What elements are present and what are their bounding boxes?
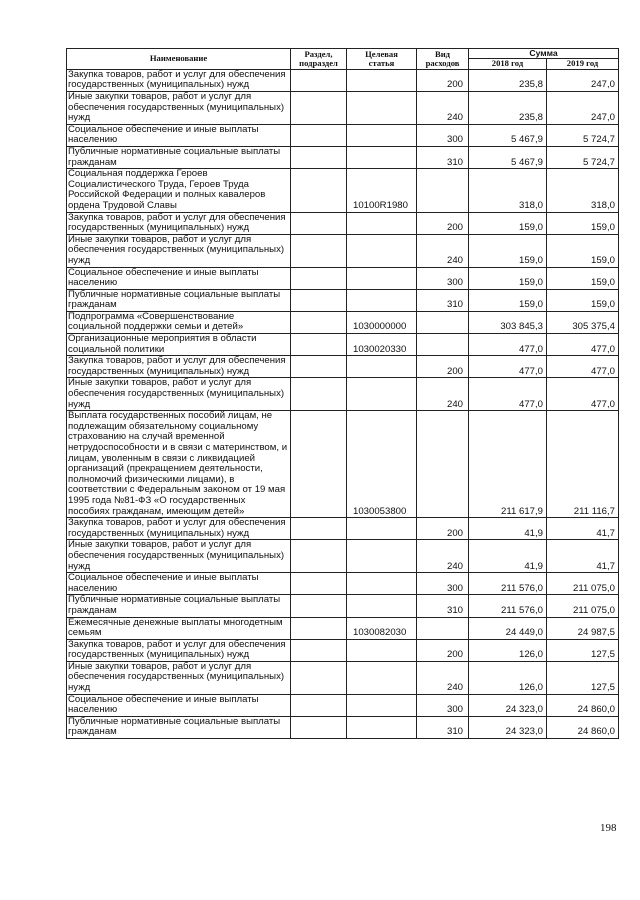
row-name: Социальное обеспечение и иные выплаты населению (67, 694, 291, 716)
row-kind: 200 (417, 518, 469, 540)
table-row (67, 212, 619, 234)
row-article (347, 289, 417, 311)
row-sum-2018: 211 617,9 (469, 411, 547, 518)
header-section: Раздел, подраздел (291, 49, 347, 70)
row-kind: 240 (417, 540, 469, 573)
table-row (67, 661, 619, 694)
row-sum-2018: 5 467,9 (469, 124, 547, 146)
row-article (347, 92, 417, 125)
row-name: Закупка товаров, работ и услуг для обеспечения государственных (муниципальных) нужд (67, 639, 291, 661)
table-row (67, 595, 619, 617)
row-sum-2018: 211 576,0 (469, 573, 547, 595)
row-section (291, 69, 347, 91)
row-sum-2018: 126,0 (469, 639, 547, 661)
table-row (67, 617, 619, 639)
row-section (291, 124, 347, 146)
row-sum-2018: 126,0 (469, 661, 547, 694)
row-section (291, 234, 347, 267)
table-row (67, 267, 619, 289)
row-article (347, 518, 417, 540)
table-row (67, 311, 619, 333)
row-article (347, 124, 417, 146)
row-name: Социальное обеспечение и иные выплаты населению (67, 267, 291, 289)
table-body (67, 69, 619, 738)
table-row (67, 289, 619, 311)
row-name: Иные закупки товаров, работ и услуг для обеспечения государственных (муниципальных) нужд (67, 661, 291, 694)
row-section (291, 661, 347, 694)
row-sum-2018: 211 576,0 (469, 595, 547, 617)
row-name: Иные закупки товаров, работ и услуг для обеспечения государственных (муниципальных) нужд (67, 540, 291, 573)
row-section (291, 716, 347, 738)
row-article (347, 378, 417, 411)
row-sum-2018: 159,0 (469, 234, 547, 267)
row-kind: 300 (417, 124, 469, 146)
row-section (291, 411, 347, 518)
table-row (67, 169, 619, 212)
row-kind (417, 311, 469, 333)
row-article: 1030053800 (347, 411, 417, 518)
table-row (67, 334, 619, 356)
row-kind: 310 (417, 595, 469, 617)
row-sum-2019: 247,0 (547, 92, 619, 125)
row-kind (417, 411, 469, 518)
table-row (67, 234, 619, 267)
row-name: Публичные нормативные социальные выплаты гражданам (67, 595, 291, 617)
row-section (291, 639, 347, 661)
row-sum-2019: 159,0 (547, 234, 619, 267)
row-article (347, 234, 417, 267)
row-article (347, 661, 417, 694)
header-kind: Вид расходов (417, 49, 469, 70)
row-kind: 240 (417, 378, 469, 411)
row-article (347, 267, 417, 289)
table-row (67, 518, 619, 540)
row-section (291, 356, 347, 378)
row-sum-2018: 24 449,0 (469, 617, 547, 639)
row-kind: 240 (417, 92, 469, 125)
row-kind: 200 (417, 639, 469, 661)
row-kind: 200 (417, 356, 469, 378)
row-sum-2019: 5 724,7 (547, 124, 619, 146)
row-sum-2019: 127,5 (547, 661, 619, 694)
row-section (291, 289, 347, 311)
row-sum-2019: 477,0 (547, 378, 619, 411)
row-article: 1030000000 (347, 311, 417, 333)
row-name: Социальная поддержка Героев Социалистического Труда, Героев Труда Российской Федерации и полных кавалеров ордена Трудовой Славы (67, 169, 291, 212)
row-article (347, 595, 417, 617)
row-sum-2018: 477,0 (469, 356, 547, 378)
row-section (291, 573, 347, 595)
table-row (67, 540, 619, 573)
row-sum-2019: 24 860,0 (547, 716, 619, 738)
row-kind: 310 (417, 289, 469, 311)
header-name: Наименование (67, 49, 291, 70)
row-kind: 310 (417, 716, 469, 738)
row-section (291, 212, 347, 234)
row-article (347, 212, 417, 234)
row-sum-2018: 303 845,3 (469, 311, 547, 333)
row-article (347, 146, 417, 168)
row-name: Закупка товаров, работ и услуг для обеспечения государственных (муниципальных) нужд (67, 212, 291, 234)
row-sum-2019: 211 116,7 (547, 411, 619, 518)
row-sum-2019: 477,0 (547, 356, 619, 378)
row-sum-2019: 41,7 (547, 540, 619, 573)
row-sum-2019: 41,7 (547, 518, 619, 540)
row-kind: 240 (417, 661, 469, 694)
row-article (347, 573, 417, 595)
table-row (67, 92, 619, 125)
row-article (347, 69, 417, 91)
row-section (291, 146, 347, 168)
row-kind: 200 (417, 212, 469, 234)
table-row (67, 69, 619, 91)
row-sum-2019: 159,0 (547, 289, 619, 311)
row-section (291, 617, 347, 639)
row-article (347, 716, 417, 738)
row-sum-2018: 477,0 (469, 334, 547, 356)
row-sum-2019: 5 724,7 (547, 146, 619, 168)
row-sum-2018: 235,8 (469, 69, 547, 91)
row-kind: 310 (417, 146, 469, 168)
row-sum-2019: 159,0 (547, 212, 619, 234)
row-kind (417, 617, 469, 639)
row-section (291, 378, 347, 411)
budget-table (66, 48, 619, 739)
row-article (347, 540, 417, 573)
row-name: Иные закупки товаров, работ и услуг для обеспечения государственных (муниципальных) нужд (67, 378, 291, 411)
row-section (291, 92, 347, 125)
row-sum-2019: 159,0 (547, 267, 619, 289)
row-sum-2018: 159,0 (469, 212, 547, 234)
row-sum-2019: 127,5 (547, 639, 619, 661)
table-row (67, 378, 619, 411)
table-row (67, 124, 619, 146)
row-sum-2019: 318,0 (547, 169, 619, 212)
header-year-2018: 2018 год (469, 59, 547, 69)
row-sum-2019: 24 860,0 (547, 694, 619, 716)
row-name: Организационные мероприятия в области социальной политики (67, 334, 291, 356)
row-sum-2019: 24 987,5 (547, 617, 619, 639)
row-name: Публичные нормативные социальные выплаты гражданам (67, 716, 291, 738)
row-sum-2018: 24 323,0 (469, 716, 547, 738)
row-name: Социальное обеспечение и иные выплаты населению (67, 573, 291, 595)
table-row (67, 716, 619, 738)
table-row (67, 411, 619, 518)
row-sum-2018: 159,0 (469, 267, 547, 289)
row-kind: 200 (417, 69, 469, 91)
row-kind (417, 169, 469, 212)
header-article: Целевая статья (347, 49, 417, 70)
row-kind: 300 (417, 267, 469, 289)
row-name: Иные закупки товаров, работ и услуг для обеспечения государственных (муниципальных) нужд (67, 234, 291, 267)
row-sum-2018: 5 467,9 (469, 146, 547, 168)
row-kind: 300 (417, 573, 469, 595)
table-row (67, 694, 619, 716)
row-sum-2019: 305 375,4 (547, 311, 619, 333)
row-name: Иные закупки товаров, работ и услуг для обеспечения государственных (муниципальных) нужд (67, 92, 291, 125)
table-row (67, 573, 619, 595)
row-sum-2019: 247,0 (547, 69, 619, 91)
table-row (67, 639, 619, 661)
header-sum: Сумма (469, 49, 619, 59)
row-name: Закупка товаров, работ и услуг для обеспечения государственных (муниципальных) нужд (67, 356, 291, 378)
row-section (291, 334, 347, 356)
row-article (347, 694, 417, 716)
row-sum-2018: 477,0 (469, 378, 547, 411)
row-name: Выплата государственных пособий лицам, не подлежащим обязательному социальному страхованию на случай временной нетрудоспособности и в связи с материнством, и лицам, уволенным в связи с ликвидацией организаций (прекращением деятельности, полномочий физическими лицами), в соответствии с Федеральным законом от 19 мая 1995 года №81-ФЗ «О государственных пособиях гражданам, имеющим детей» (67, 411, 291, 518)
row-name: Закупка товаров, работ и услуг для обеспечения государственных (муниципальных) нужд (67, 518, 291, 540)
row-article: 1030020330 (347, 334, 417, 356)
table-row (67, 356, 619, 378)
row-section (291, 595, 347, 617)
row-kind: 240 (417, 234, 469, 267)
row-sum-2019: 211 075,0 (547, 573, 619, 595)
row-article (347, 356, 417, 378)
page-number: 198 (600, 822, 617, 834)
row-article (347, 639, 417, 661)
row-kind: 300 (417, 694, 469, 716)
row-sum-2019: 477,0 (547, 334, 619, 356)
row-sum-2018: 41,9 (469, 540, 547, 573)
row-sum-2018: 318,0 (469, 169, 547, 212)
row-name: Публичные нормативные социальные выплаты гражданам (67, 289, 291, 311)
row-section (291, 694, 347, 716)
row-name: Подпрограмма «Совершенствование социальной поддержки семьи и детей» (67, 311, 291, 333)
row-kind (417, 334, 469, 356)
row-name: Ежемесячные денежные выплаты многодетным семьям (67, 617, 291, 639)
table-header (67, 49, 619, 70)
row-section (291, 169, 347, 212)
header-year-2019: 2019 год (547, 59, 619, 69)
row-sum-2018: 159,0 (469, 289, 547, 311)
row-article: 10100R1980 (347, 169, 417, 212)
row-section (291, 311, 347, 333)
row-sum-2018: 41,9 (469, 518, 547, 540)
table-row (67, 146, 619, 168)
row-name: Социальное обеспечение и иные выплаты населению (67, 124, 291, 146)
row-section (291, 540, 347, 573)
row-section (291, 518, 347, 540)
row-sum-2018: 235,8 (469, 92, 547, 125)
row-sum-2019: 211 075,0 (547, 595, 619, 617)
row-section (291, 267, 347, 289)
row-name: Закупка товаров, работ и услуг для обеспечения государственных (муниципальных) нужд (67, 69, 291, 91)
row-name: Публичные нормативные социальные выплаты гражданам (67, 146, 291, 168)
row-sum-2018: 24 323,0 (469, 694, 547, 716)
row-article: 1030082030 (347, 617, 417, 639)
